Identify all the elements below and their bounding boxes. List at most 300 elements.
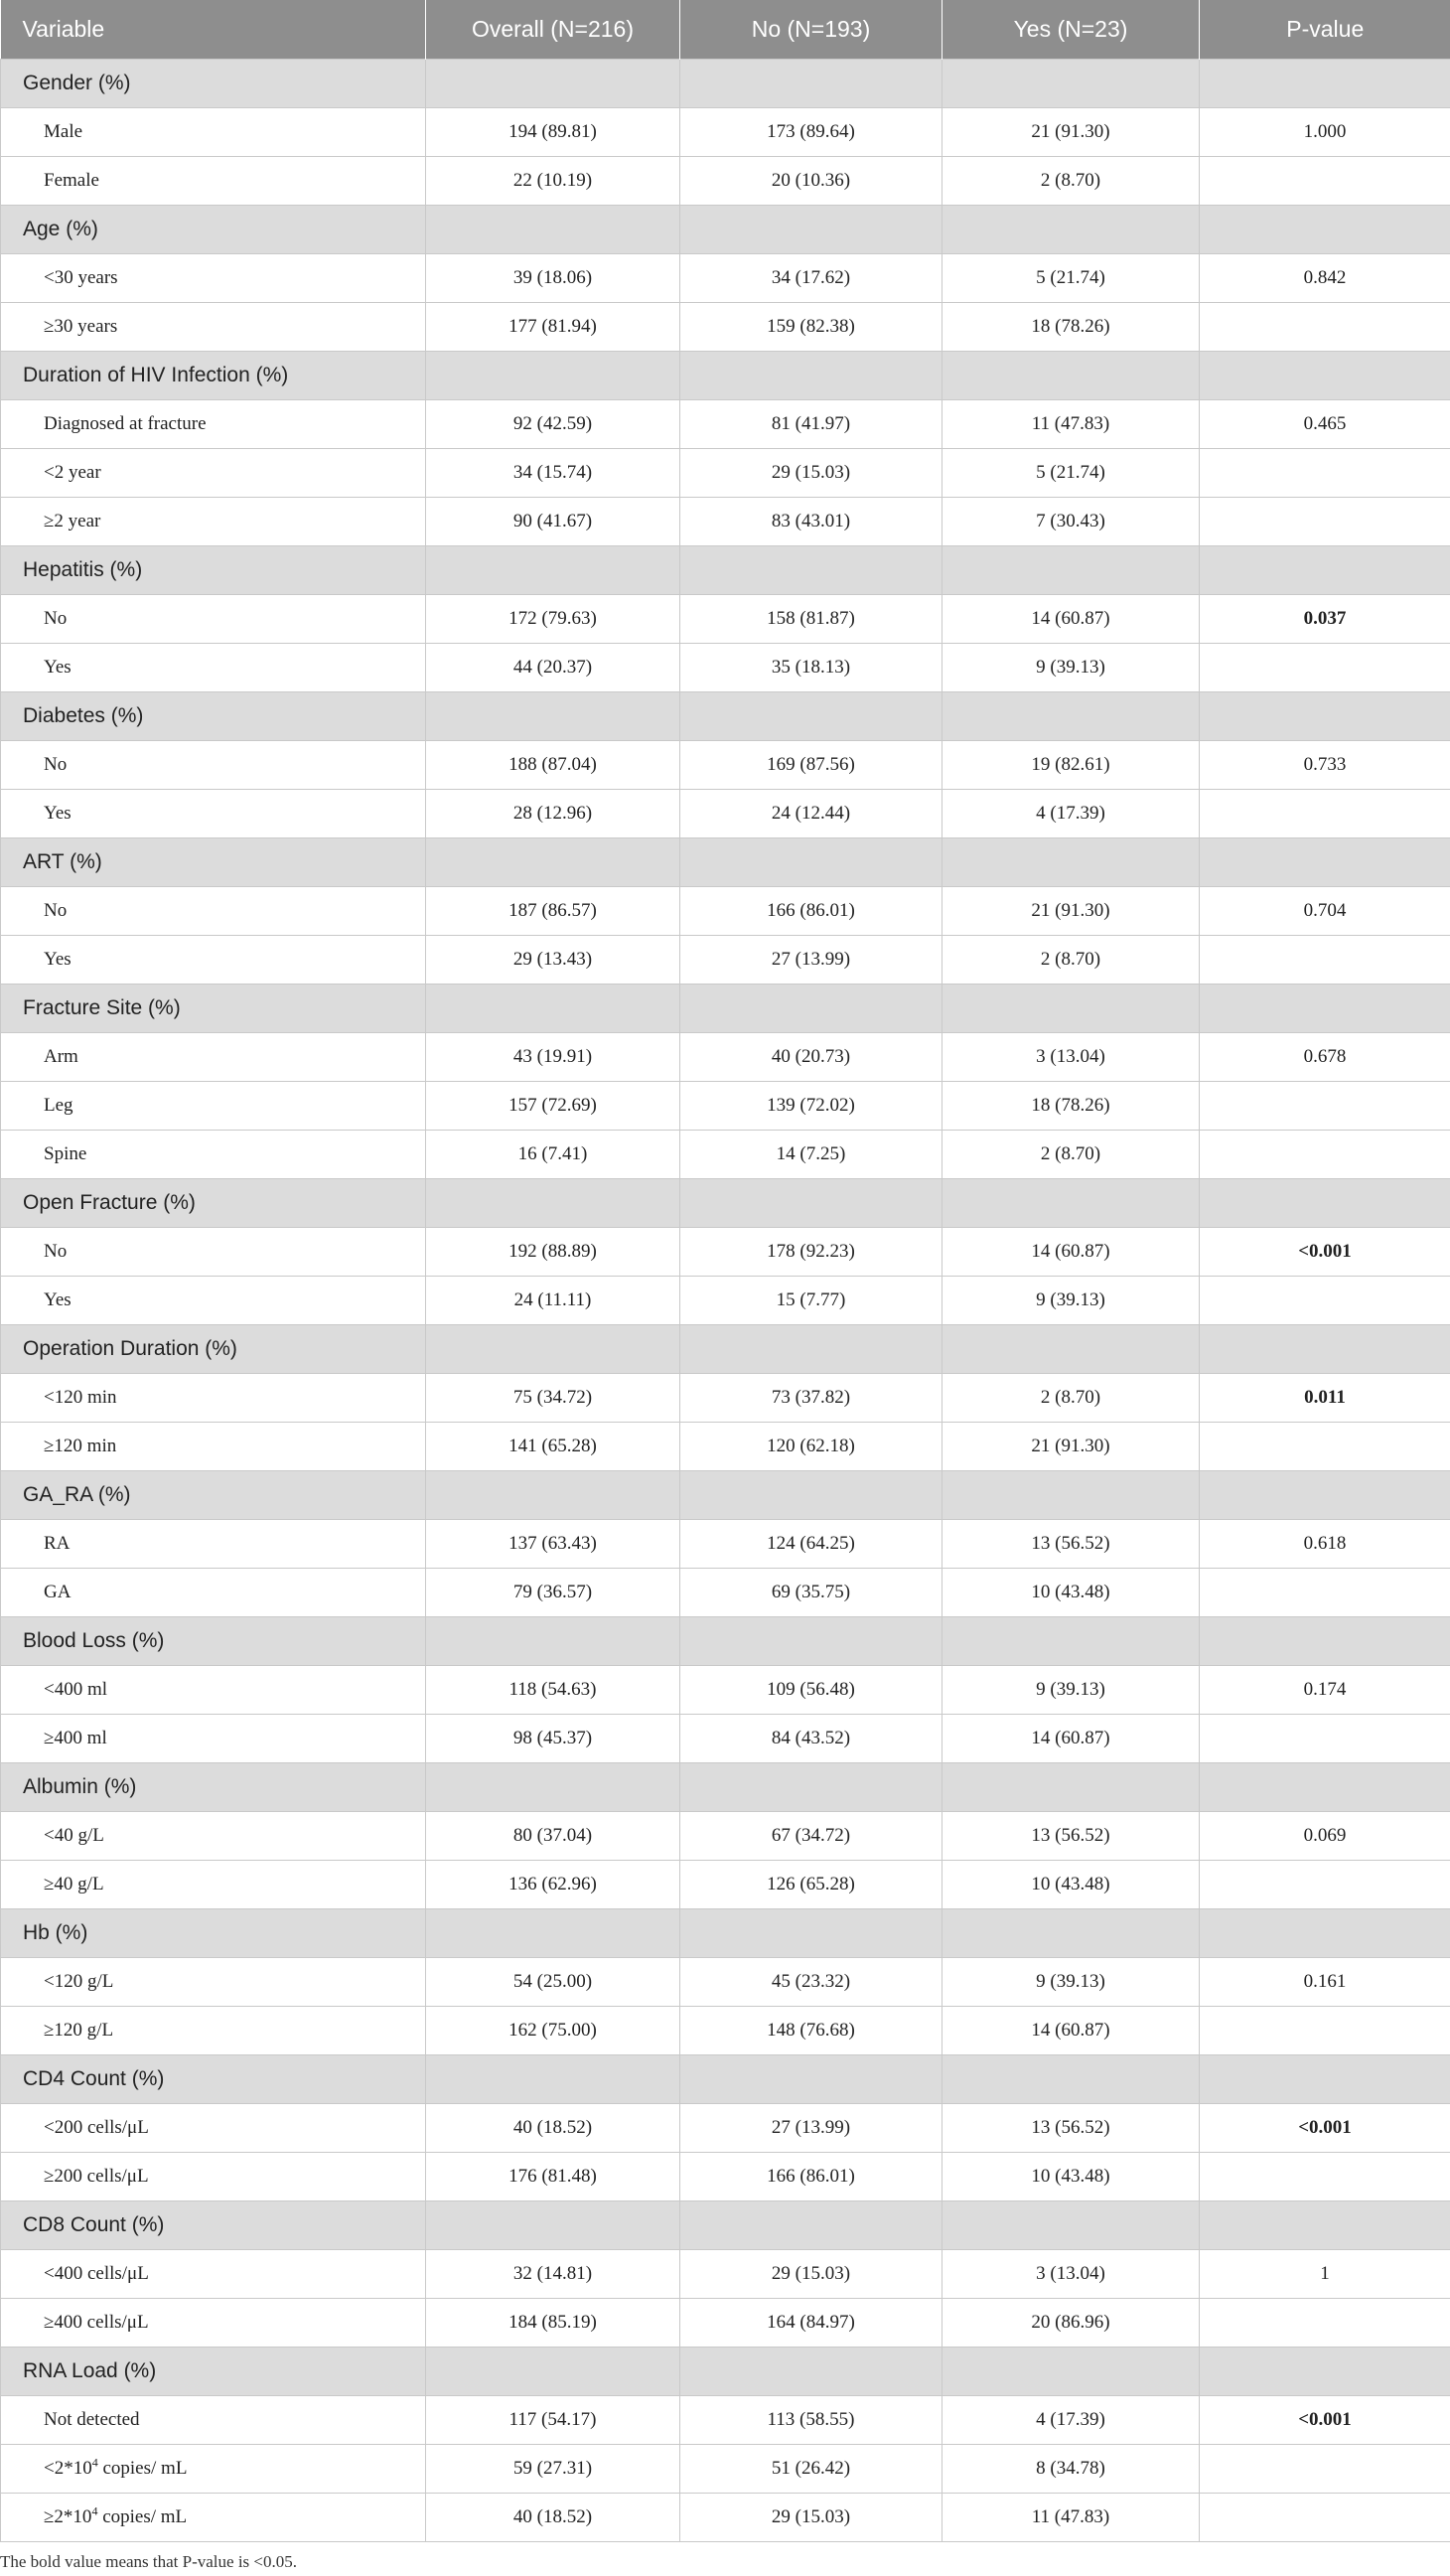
- yes-cell: 21 (91.30): [942, 107, 1200, 156]
- yes-cell: 21 (91.30): [942, 1422, 1200, 1470]
- no-cell: 29 (15.03): [680, 448, 942, 497]
- overall-cell: 22 (10.19): [426, 156, 680, 205]
- group-label: Diabetes (%): [1, 691, 426, 740]
- no-cell: 148 (76.68): [680, 2006, 942, 2054]
- overall-cell: 90 (41.67): [426, 497, 680, 545]
- level-label: [1, 2444, 426, 2493]
- overall-cell: 172 (79.63): [426, 594, 680, 643]
- group-empty-cell: [426, 59, 680, 107]
- group-empty-cell: [680, 1324, 942, 1373]
- table-row: [1, 302, 1450, 351]
- table-row: [1, 2152, 1450, 2200]
- overall-cell: 29 (13.43): [426, 935, 680, 984]
- group-empty-cell: [680, 2200, 942, 2249]
- group-empty-cell: [1200, 545, 1450, 594]
- yes-cell: 13 (56.52): [942, 2103, 1200, 2152]
- group-empty-cell: [942, 351, 1200, 399]
- overall-cell: 80 (37.04): [426, 1811, 680, 1860]
- p-value-cell: [1200, 302, 1450, 351]
- group-empty-cell: [942, 1470, 1200, 1519]
- yes-cell: 18 (78.26): [942, 302, 1200, 351]
- table-row: [1, 1373, 1450, 1422]
- yes-cell: 9 (39.13): [942, 1665, 1200, 1714]
- group-empty-cell: [942, 2200, 1200, 2249]
- level-label: ≥30 years: [1, 302, 426, 351]
- group-empty-cell: [1200, 691, 1450, 740]
- no-cell: 34 (17.62): [680, 253, 942, 302]
- table-row: [1, 643, 1450, 691]
- no-cell: 158 (81.87): [680, 594, 942, 643]
- no-cell: 40 (20.73): [680, 1032, 942, 1081]
- level-label-text: <2*10: [44, 2458, 92, 2479]
- group-label: Hepatitis (%): [1, 545, 426, 594]
- p-value-cell: <0.001: [1200, 2395, 1450, 2444]
- yes-cell: 13 (56.52): [942, 1811, 1200, 1860]
- level-label: No: [1, 740, 426, 789]
- p-value-cell: 0.618: [1200, 1519, 1450, 1568]
- table-row: [1, 1860, 1450, 1908]
- table-row: [1, 497, 1450, 545]
- table-row: [1, 2298, 1450, 2347]
- group-empty-cell: [680, 545, 942, 594]
- group-empty-cell: [680, 59, 942, 107]
- p-value-cell: [1200, 2006, 1450, 2054]
- group-empty-cell: [680, 205, 942, 253]
- group-empty-cell: [942, 59, 1200, 107]
- group-label: Albumin (%): [1, 1762, 426, 1811]
- p-value-cell: 0.037: [1200, 594, 1450, 643]
- group-empty-cell: [426, 1762, 680, 1811]
- table-row: [1, 886, 1450, 935]
- p-value-cell: 0.678: [1200, 1032, 1450, 1081]
- table-row: [1, 107, 1450, 156]
- p-value-cell: 1.000: [1200, 107, 1450, 156]
- no-cell: 164 (84.97): [680, 2298, 942, 2347]
- overall-cell: 117 (54.17): [426, 2395, 680, 2444]
- group-row: [1, 2347, 1450, 2395]
- no-cell: 166 (86.01): [680, 2152, 942, 2200]
- yes-cell: 10 (43.48): [942, 1860, 1200, 1908]
- p-value-cell: [1200, 1422, 1450, 1470]
- yes-cell: 21 (91.30): [942, 886, 1200, 935]
- table-row: [1, 1665, 1450, 1714]
- level-label: <400 ml: [1, 1665, 426, 1714]
- overall-cell: 34 (15.74): [426, 448, 680, 497]
- no-cell: 27 (13.99): [680, 2103, 942, 2152]
- group-row: [1, 1324, 1450, 1373]
- yes-cell: 7 (30.43): [942, 497, 1200, 545]
- level-label-exponent: 4: [92, 2455, 98, 2469]
- overall-cell: 176 (81.48): [426, 2152, 680, 2200]
- group-label: CD4 Count (%): [1, 2054, 426, 2103]
- level-label: <200 cells/μL: [1, 2103, 426, 2152]
- yes-cell: 11 (47.83): [942, 399, 1200, 448]
- no-cell: 159 (82.38): [680, 302, 942, 351]
- yes-cell: 10 (43.48): [942, 2152, 1200, 2200]
- yes-cell: 9 (39.13): [942, 1276, 1200, 1324]
- group-empty-cell: [942, 2347, 1200, 2395]
- overall-cell: 188 (87.04): [426, 740, 680, 789]
- table-row: [1, 1422, 1450, 1470]
- overall-cell: 44 (20.37): [426, 643, 680, 691]
- group-label: Duration of HIV Infection (%): [1, 351, 426, 399]
- p-value-cell: 1: [1200, 2249, 1450, 2298]
- yes-cell: 8 (34.78): [942, 2444, 1200, 2493]
- no-cell: 27 (13.99): [680, 935, 942, 984]
- group-empty-cell: [426, 205, 680, 253]
- no-cell: 24 (12.44): [680, 789, 942, 837]
- no-cell: 67 (34.72): [680, 1811, 942, 1860]
- table-row: [1, 789, 1450, 837]
- header-variable: Variable: [1, 0, 426, 59]
- table-row: [1, 2006, 1450, 2054]
- yes-cell: 18 (78.26): [942, 1081, 1200, 1130]
- p-value-cell: [1200, 2493, 1450, 2541]
- p-value-cell: 0.733: [1200, 740, 1450, 789]
- group-empty-cell: [680, 1616, 942, 1665]
- yes-cell: 14 (60.87): [942, 2006, 1200, 2054]
- group-empty-cell: [680, 1178, 942, 1227]
- table-row: [1, 1957, 1450, 2006]
- yes-cell: 2 (8.70): [942, 1130, 1200, 1178]
- p-value-cell: <0.001: [1200, 2103, 1450, 2152]
- level-label: Diagnosed at fracture: [1, 399, 426, 448]
- level-label: ≥400 cells/μL: [1, 2298, 426, 2347]
- overall-cell: 162 (75.00): [426, 2006, 680, 2054]
- table-row: [1, 253, 1450, 302]
- overall-cell: 136 (62.96): [426, 1860, 680, 1908]
- no-cell: 15 (7.77): [680, 1276, 942, 1324]
- yes-cell: 2 (8.70): [942, 935, 1200, 984]
- level-label: Male: [1, 107, 426, 156]
- no-cell: 73 (37.82): [680, 1373, 942, 1422]
- group-empty-cell: [680, 984, 942, 1032]
- group-empty-cell: [680, 837, 942, 886]
- group-empty-cell: [1200, 351, 1450, 399]
- table-row: [1, 1130, 1450, 1178]
- group-label: RNA Load (%): [1, 2347, 426, 2395]
- yes-cell: 2 (8.70): [942, 156, 1200, 205]
- yes-cell: 14 (60.87): [942, 1227, 1200, 1276]
- level-label: Not detected: [1, 2395, 426, 2444]
- no-cell: 126 (65.28): [680, 1860, 942, 1908]
- group-empty-cell: [426, 1908, 680, 1957]
- group-row: [1, 2054, 1450, 2103]
- group-row: [1, 837, 1450, 886]
- table-row: [1, 1227, 1450, 1276]
- group-empty-cell: [1200, 2200, 1450, 2249]
- no-cell: 51 (26.42): [680, 2444, 942, 2493]
- level-label: No: [1, 886, 426, 935]
- p-value-cell: [1200, 1860, 1450, 1908]
- group-empty-cell: [1200, 837, 1450, 886]
- yes-cell: 3 (13.04): [942, 2249, 1200, 2298]
- group-label: Open Fracture (%): [1, 1178, 426, 1227]
- group-row: [1, 545, 1450, 594]
- level-label: No: [1, 1227, 426, 1276]
- no-cell: 29 (15.03): [680, 2493, 942, 2541]
- table-row: [1, 399, 1450, 448]
- group-empty-cell: [942, 837, 1200, 886]
- group-row: [1, 1762, 1450, 1811]
- group-label: Hb (%): [1, 1908, 426, 1957]
- p-value-cell: 0.842: [1200, 253, 1450, 302]
- group-empty-cell: [426, 837, 680, 886]
- group-empty-cell: [942, 2054, 1200, 2103]
- table-row: [1, 2395, 1450, 2444]
- group-row: [1, 1616, 1450, 1665]
- p-value-cell: [1200, 2444, 1450, 2493]
- group-empty-cell: [426, 2347, 680, 2395]
- group-row: [1, 984, 1450, 1032]
- level-label-suffix: copies/ mL: [97, 2506, 187, 2527]
- group-empty-cell: [426, 1616, 680, 1665]
- level-label-suffix: copies/ mL: [98, 2458, 188, 2479]
- no-cell: 83 (43.01): [680, 497, 942, 545]
- footnote: The bold value means that P-value is <0.05.: [0, 2552, 1450, 2576]
- p-value-cell: [1200, 2152, 1450, 2200]
- yes-cell: 13 (56.52): [942, 1519, 1200, 1568]
- group-empty-cell: [942, 1324, 1200, 1373]
- header-p-value: P-value: [1200, 0, 1450, 59]
- group-empty-cell: [1200, 205, 1450, 253]
- group-row: [1, 1908, 1450, 1957]
- level-label: Female: [1, 156, 426, 205]
- group-empty-cell: [1200, 1470, 1450, 1519]
- p-value-cell: 0.465: [1200, 399, 1450, 448]
- yes-cell: 4 (17.39): [942, 789, 1200, 837]
- level-label: ≥200 cells/μL: [1, 2152, 426, 2200]
- level-label: <120 g/L: [1, 1957, 426, 2006]
- group-empty-cell: [942, 1908, 1200, 1957]
- overall-cell: 79 (36.57): [426, 1568, 680, 1616]
- no-cell: 84 (43.52): [680, 1714, 942, 1762]
- yes-cell: 5 (21.74): [942, 253, 1200, 302]
- overall-cell: 24 (11.11): [426, 1276, 680, 1324]
- group-empty-cell: [1200, 59, 1450, 107]
- yes-cell: 11 (47.83): [942, 2493, 1200, 2541]
- level-label: Spine: [1, 1130, 426, 1178]
- header-overall: Overall (N=216): [426, 0, 680, 59]
- no-cell: 29 (15.03): [680, 2249, 942, 2298]
- level-label: ≥2 year: [1, 497, 426, 545]
- no-cell: 173 (89.64): [680, 107, 942, 156]
- no-cell: 69 (35.75): [680, 1568, 942, 1616]
- no-cell: 113 (58.55): [680, 2395, 942, 2444]
- table-row: [1, 2444, 1450, 2493]
- no-cell: 45 (23.32): [680, 1957, 942, 2006]
- p-value-cell: [1200, 643, 1450, 691]
- overall-cell: 40 (18.52): [426, 2103, 680, 2152]
- group-empty-cell: [1200, 984, 1450, 1032]
- overall-cell: 32 (14.81): [426, 2249, 680, 2298]
- p-value-cell: [1200, 156, 1450, 205]
- table-row: [1, 1519, 1450, 1568]
- group-empty-cell: [426, 691, 680, 740]
- yes-cell: 14 (60.87): [942, 1714, 1200, 1762]
- group-empty-cell: [942, 545, 1200, 594]
- group-label: Gender (%): [1, 59, 426, 107]
- level-label: <120 min: [1, 1373, 426, 1422]
- yes-cell: 19 (82.61): [942, 740, 1200, 789]
- group-empty-cell: [426, 984, 680, 1032]
- overall-cell: 40 (18.52): [426, 2493, 680, 2541]
- table-row: [1, 594, 1450, 643]
- yes-cell: 10 (43.48): [942, 1568, 1200, 1616]
- level-label: <40 g/L: [1, 1811, 426, 1860]
- yes-cell: 9 (39.13): [942, 643, 1200, 691]
- p-value-cell: 0.704: [1200, 886, 1450, 935]
- table-row: [1, 935, 1450, 984]
- group-empty-cell: [942, 691, 1200, 740]
- group-label: Operation Duration (%): [1, 1324, 426, 1373]
- level-label: RA: [1, 1519, 426, 1568]
- header-yes: Yes (N=23): [942, 0, 1200, 59]
- overall-cell: 39 (18.06): [426, 253, 680, 302]
- yes-cell: 14 (60.87): [942, 594, 1200, 643]
- yes-cell: 4 (17.39): [942, 2395, 1200, 2444]
- group-label: GA_RA (%): [1, 1470, 426, 1519]
- overall-cell: 59 (27.31): [426, 2444, 680, 2493]
- p-value-cell: <0.001: [1200, 1227, 1450, 1276]
- no-cell: 166 (86.01): [680, 886, 942, 935]
- overall-cell: 118 (54.63): [426, 1665, 680, 1714]
- level-label: ≥40 g/L: [1, 1860, 426, 1908]
- group-label: ART (%): [1, 837, 426, 886]
- table-row: [1, 1081, 1450, 1130]
- overall-cell: 92 (42.59): [426, 399, 680, 448]
- group-empty-cell: [1200, 2054, 1450, 2103]
- level-label: Yes: [1, 935, 426, 984]
- group-empty-cell: [680, 2054, 942, 2103]
- group-empty-cell: [942, 1616, 1200, 1665]
- group-empty-cell: [426, 1324, 680, 1373]
- p-value-cell: [1200, 1130, 1450, 1178]
- group-label: CD8 Count (%): [1, 2200, 426, 2249]
- group-label: Fracture Site (%): [1, 984, 426, 1032]
- header-row: [1, 0, 1450, 59]
- overall-cell: 16 (7.41): [426, 1130, 680, 1178]
- p-value-cell: [1200, 1568, 1450, 1616]
- group-row: [1, 1178, 1450, 1227]
- group-empty-cell: [1200, 1762, 1450, 1811]
- group-empty-cell: [1200, 2347, 1450, 2395]
- no-cell: 35 (18.13): [680, 643, 942, 691]
- overall-cell: 75 (34.72): [426, 1373, 680, 1422]
- group-row: [1, 205, 1450, 253]
- level-label: Leg: [1, 1081, 426, 1130]
- overall-cell: 177 (81.94): [426, 302, 680, 351]
- table-row: [1, 156, 1450, 205]
- group-label: Blood Loss (%): [1, 1616, 426, 1665]
- table-row: [1, 2249, 1450, 2298]
- group-empty-cell: [680, 691, 942, 740]
- group-empty-cell: [426, 545, 680, 594]
- level-label: <2 year: [1, 448, 426, 497]
- group-row: [1, 1470, 1450, 1519]
- group-empty-cell: [426, 2054, 680, 2103]
- p-value-cell: 0.011: [1200, 1373, 1450, 1422]
- level-label-exponent: 4: [91, 2503, 97, 2517]
- overall-cell: 28 (12.96): [426, 789, 680, 837]
- table-row: [1, 740, 1450, 789]
- p-value-cell: [1200, 789, 1450, 837]
- p-value-cell: [1200, 1081, 1450, 1130]
- yes-cell: 20 (86.96): [942, 2298, 1200, 2347]
- table-row: [1, 1032, 1450, 1081]
- group-empty-cell: [1200, 1908, 1450, 1957]
- group-row: [1, 691, 1450, 740]
- table-row: [1, 2493, 1450, 2541]
- group-empty-cell: [426, 2200, 680, 2249]
- group-empty-cell: [680, 1762, 942, 1811]
- level-label: Yes: [1, 1276, 426, 1324]
- yes-cell: 9 (39.13): [942, 1957, 1200, 2006]
- overall-cell: 187 (86.57): [426, 886, 680, 935]
- no-cell: 81 (41.97): [680, 399, 942, 448]
- no-cell: 139 (72.02): [680, 1081, 942, 1130]
- group-empty-cell: [680, 1470, 942, 1519]
- header-no: No (N=193): [680, 0, 942, 59]
- group-row: [1, 2200, 1450, 2249]
- p-value-cell: [1200, 2298, 1450, 2347]
- level-label: Yes: [1, 789, 426, 837]
- table-row: [1, 1276, 1450, 1324]
- group-empty-cell: [1200, 1324, 1450, 1373]
- level-label: GA: [1, 1568, 426, 1616]
- overall-cell: 98 (45.37): [426, 1714, 680, 1762]
- table-row: [1, 1714, 1450, 1762]
- group-empty-cell: [942, 984, 1200, 1032]
- group-empty-cell: [1200, 1178, 1450, 1227]
- overall-cell: 184 (85.19): [426, 2298, 680, 2347]
- group-row: [1, 351, 1450, 399]
- group-row: [1, 59, 1450, 107]
- table-row: [1, 1568, 1450, 1616]
- level-label: Yes: [1, 643, 426, 691]
- table-body: [1, 59, 1450, 2541]
- level-label-text: ≥2*10: [44, 2506, 91, 2527]
- group-empty-cell: [680, 351, 942, 399]
- group-empty-cell: [680, 2347, 942, 2395]
- p-value-cell: [1200, 448, 1450, 497]
- no-cell: 169 (87.56): [680, 740, 942, 789]
- overall-cell: 192 (88.89): [426, 1227, 680, 1276]
- yes-cell: 2 (8.70): [942, 1373, 1200, 1422]
- p-value-cell: 0.174: [1200, 1665, 1450, 1714]
- p-value-cell: 0.161: [1200, 1957, 1450, 2006]
- level-label: ≥400 ml: [1, 1714, 426, 1762]
- yes-cell: 5 (21.74): [942, 448, 1200, 497]
- yes-cell: 3 (13.04): [942, 1032, 1200, 1081]
- group-empty-cell: [680, 1908, 942, 1957]
- p-value-cell: [1200, 1714, 1450, 1762]
- group-empty-cell: [426, 1470, 680, 1519]
- level-label: <400 cells/μL: [1, 2249, 426, 2298]
- no-cell: 124 (64.25): [680, 1519, 942, 1568]
- no-cell: 120 (62.18): [680, 1422, 942, 1470]
- table-row: [1, 2103, 1450, 2152]
- p-value-cell: [1200, 1276, 1450, 1324]
- group-empty-cell: [426, 351, 680, 399]
- level-label: <30 years: [1, 253, 426, 302]
- p-value-cell: [1200, 935, 1450, 984]
- overall-cell: 141 (65.28): [426, 1422, 680, 1470]
- p-value-cell: [1200, 497, 1450, 545]
- table-row: [1, 1811, 1450, 1860]
- group-empty-cell: [426, 1178, 680, 1227]
- no-cell: 109 (56.48): [680, 1665, 942, 1714]
